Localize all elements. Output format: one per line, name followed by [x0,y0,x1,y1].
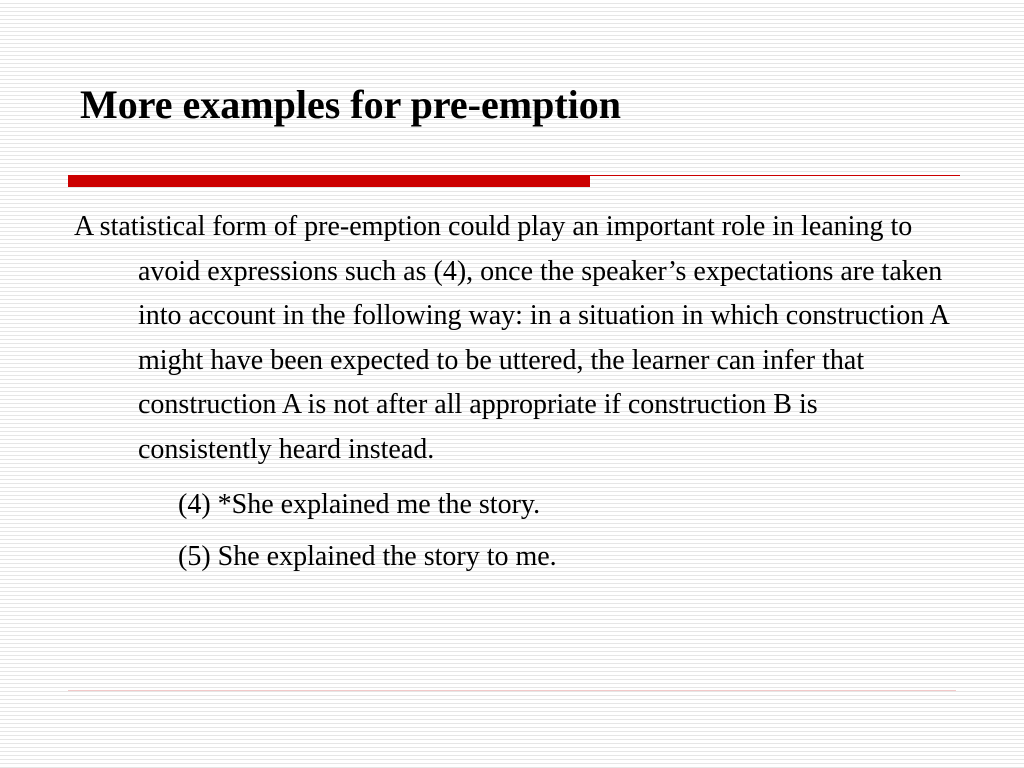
footer-rule [68,690,956,691]
title-underline-thin-rule [590,175,960,176]
body-paragraph: A statistical form of pre-emption could play an important role in leaning to avoid expressions such as (4), once the speaker’s expectations are taken into account in the following way: in a situation in which construction A might have been expected to be uttered, the learner can infer that construction A is not after all appropriate if construction B is consistently heard instead. [74,211,949,465]
slide-title: More examples for pre-emption [80,82,621,127]
example-5: (5) She explained the story to me. [178,540,557,572]
title-underline-bar [68,175,590,187]
example-4: (4) *She explained me the story. [178,488,541,520]
slide-body [74,205,954,583]
